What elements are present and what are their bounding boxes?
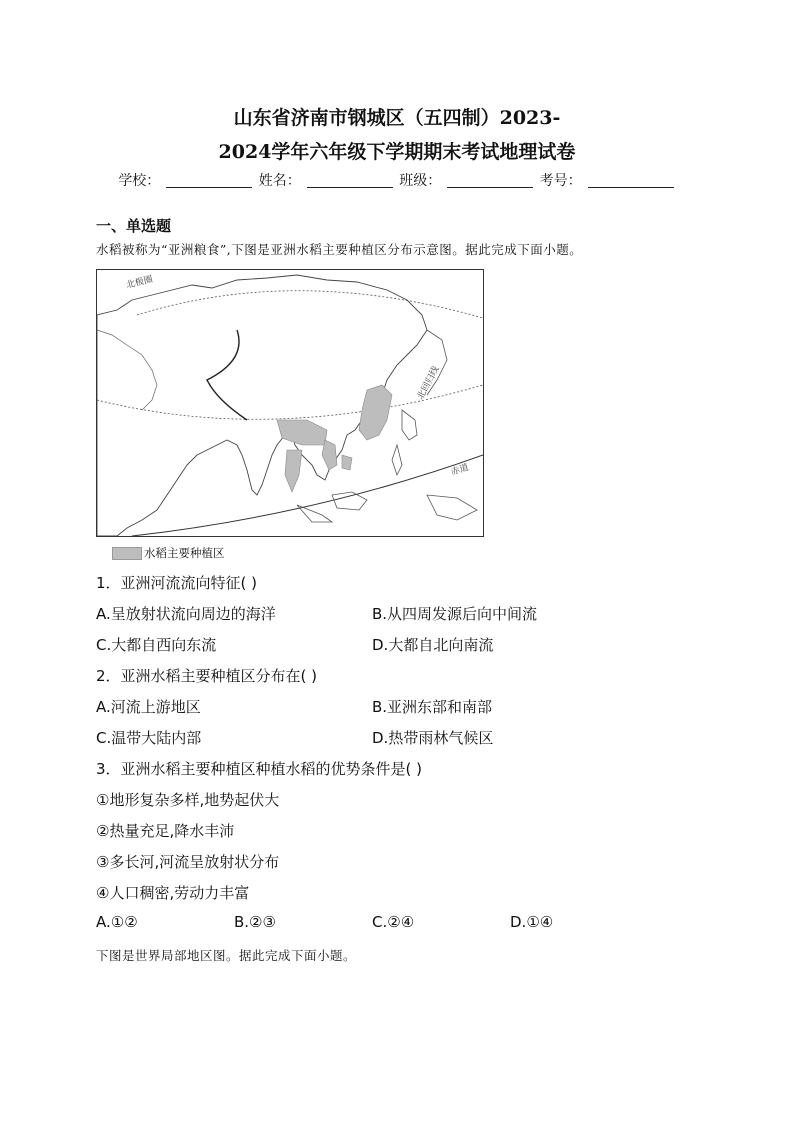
section-title: 一、单选题 xyxy=(96,217,172,235)
q3-item-2: ②热量充足,降水丰沛 xyxy=(96,822,235,840)
legend-label: 水稻主要种植区 xyxy=(144,546,225,560)
question-3-stem: 3．亚洲水稻主要种植区种植水稻的优势条件是( ) xyxy=(96,760,423,778)
exam-number-blank[interactable] xyxy=(588,173,674,188)
q2-option-a[interactable]: A.河流上游地区 xyxy=(96,698,201,716)
tropic-label: 北回归线 xyxy=(415,364,442,402)
map-legend xyxy=(112,545,225,561)
question-1-stem: 1．亚洲河流流向特征( ) xyxy=(96,574,258,592)
exam-number-label: 考号： xyxy=(539,173,582,189)
q2-option-b[interactable]: B.亚洲东部和南部 xyxy=(372,698,493,716)
map-svg xyxy=(97,270,483,536)
q2-option-d[interactable]: D.热带雨林气候区 xyxy=(372,729,494,747)
q3-option-a[interactable]: A.①② xyxy=(96,913,138,931)
intro-text-2: 下图是世界局部地区图。据此完成下面小题。 xyxy=(96,948,357,963)
rice-legend-swatch xyxy=(112,547,142,560)
new-guinea-outline xyxy=(427,495,477,520)
q1-option-b[interactable]: B.从四周发源后向中间流 xyxy=(372,605,538,623)
philippines-outline xyxy=(392,445,402,475)
arctic-circle-line xyxy=(137,291,483,318)
exam-title-line1: 山东省济南市钢城区（五四制）2023- xyxy=(233,107,561,129)
name-label: 姓名： xyxy=(258,173,301,189)
rice-region-india-coast xyxy=(285,450,302,492)
q3-option-b[interactable]: B.②③ xyxy=(234,913,276,931)
japan-outline xyxy=(402,410,417,440)
class-label: 班级： xyxy=(399,173,442,189)
q2-option-c[interactable]: C.温带大陆内部 xyxy=(96,729,202,747)
exam-title-line2: 2024学年六年级下学期期末考试地理试卷 xyxy=(218,141,576,163)
q1-option-c[interactable]: C.大都自西向东流 xyxy=(96,636,217,654)
intro-text-1: 水稻被称为“亚洲粮食”,下图是亚洲水稻主要种植区分布示意图。据此完成下面小题。 xyxy=(96,242,583,257)
class-blank[interactable] xyxy=(447,173,533,188)
q1-option-a[interactable]: A.呈放射状流向周边的海洋 xyxy=(96,605,276,623)
arctic-label: 北极圈 xyxy=(125,274,154,291)
q3-item-3: ③多长河,河流呈放射状分布 xyxy=(96,853,280,871)
rice-region-mekong xyxy=(342,455,352,470)
rice-region-ganges xyxy=(277,420,327,445)
continent-boundary xyxy=(207,330,247,420)
student-info-row xyxy=(0,170,794,190)
q1-option-d[interactable]: D.大都自北向南流 xyxy=(372,636,494,654)
europe-border xyxy=(97,330,157,410)
school-blank[interactable] xyxy=(166,173,252,188)
borneo-outline xyxy=(332,492,367,510)
school-label: 学校： xyxy=(118,173,161,189)
q3-item-1: ①地形复杂多样,地势起伏大 xyxy=(96,791,280,809)
rice-region-indochina xyxy=(322,440,337,470)
asia-rice-map xyxy=(96,269,484,537)
q3-option-c[interactable]: C.②④ xyxy=(372,913,415,931)
q3-option-d[interactable]: D.①④ xyxy=(510,913,554,931)
name-blank[interactable] xyxy=(307,173,393,188)
equator-label: 赤道 xyxy=(449,462,471,478)
rice-region-east-china xyxy=(359,385,392,440)
q3-item-4: ④人口稠密,劳动力丰富 xyxy=(96,884,250,902)
question-2-stem: 2．亚洲水稻主要种植区分布在( ) xyxy=(96,667,318,685)
